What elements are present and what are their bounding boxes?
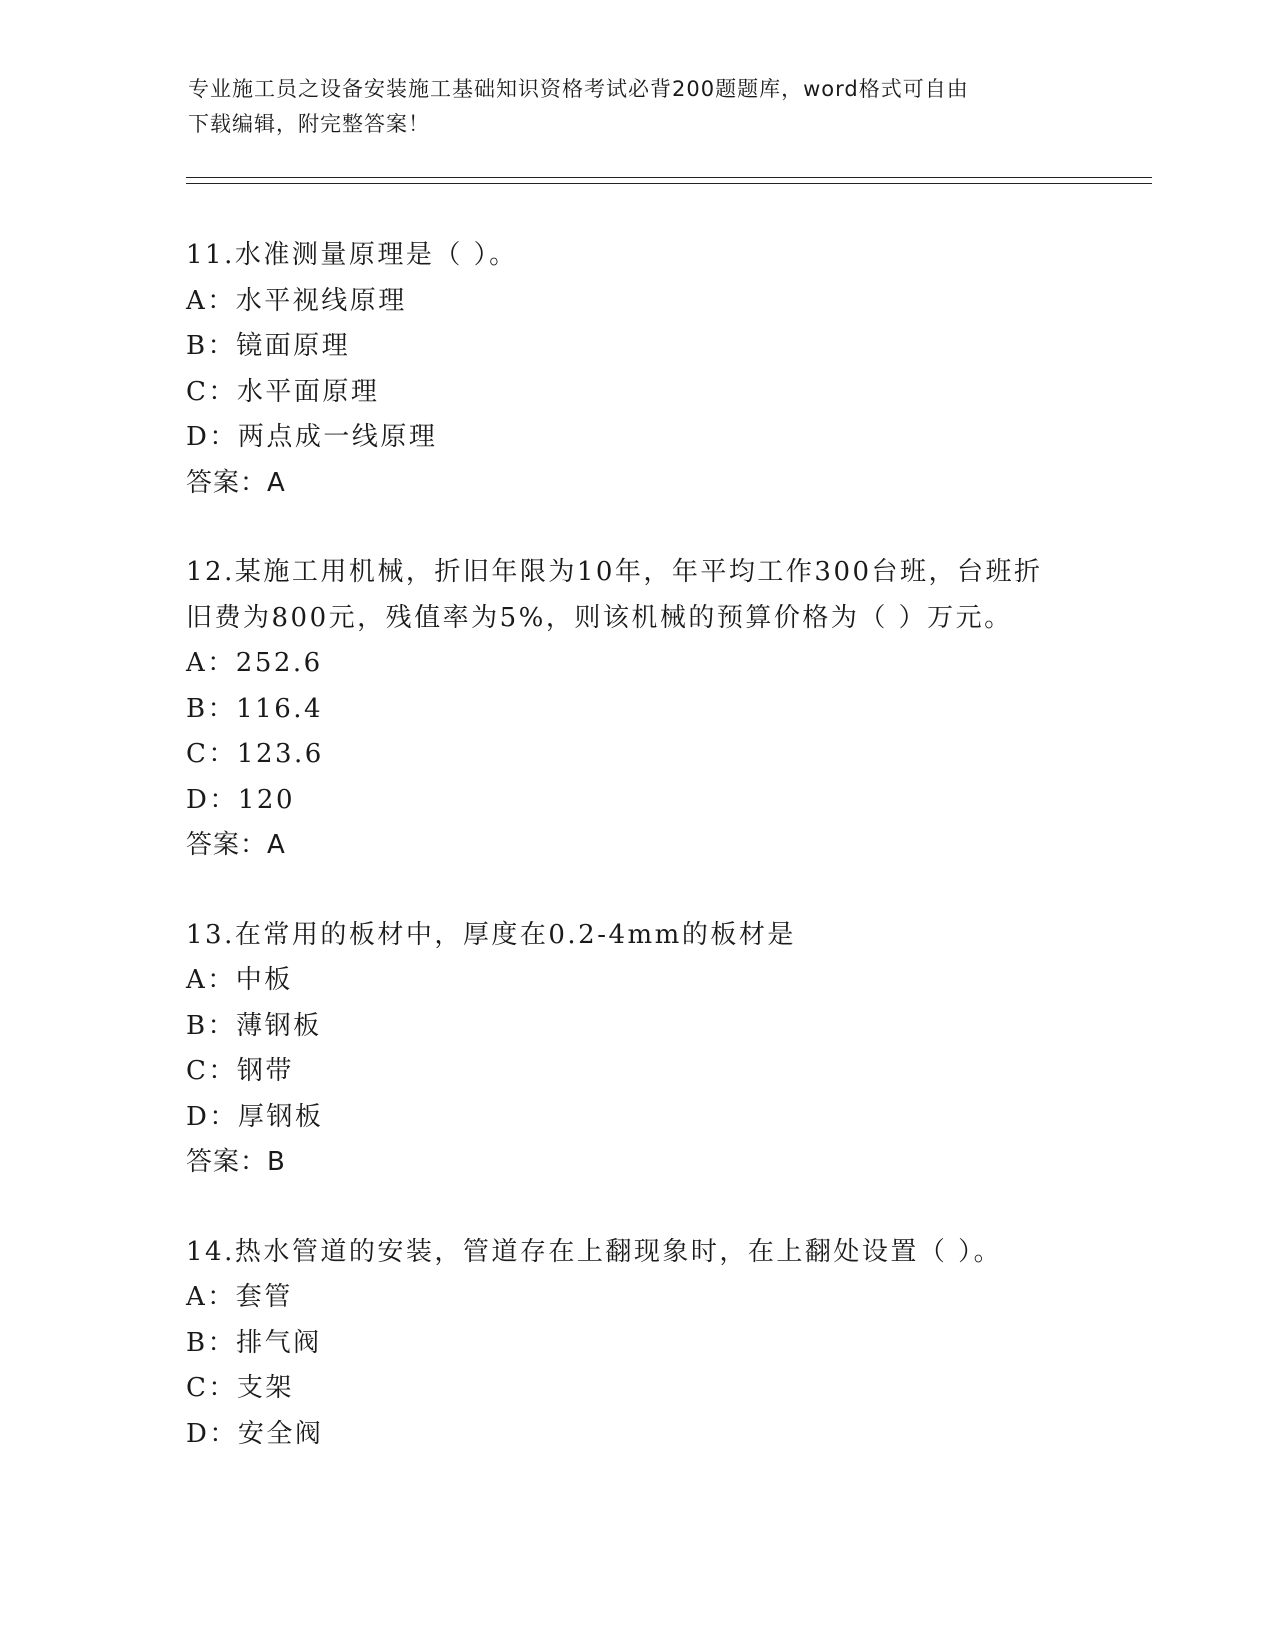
option-text: 水平视线原理 — [235, 285, 407, 316]
option-c — [186, 732, 1146, 778]
header-line-1: 专业施工员之设备安装施工基础知识资格考试必背200题题库，word格式可自由 — [188, 77, 969, 101]
option-label: A： — [186, 1282, 236, 1312]
option-text: 套管 — [235, 1282, 293, 1312]
option-text: 120 — [237, 784, 295, 815]
option-text: 钢带 — [236, 1056, 294, 1086]
option-b — [186, 687, 1146, 733]
option-b — [186, 1004, 1146, 1050]
option-c — [186, 1366, 1146, 1412]
option-label: D： — [186, 422, 238, 452]
option-b — [186, 324, 1146, 370]
option-label: A： — [186, 648, 236, 678]
header-line-2: 下载编辑，附完整答案！ — [188, 112, 430, 136]
option-label: D： — [186, 1418, 238, 1449]
question-13 — [186, 913, 1146, 1186]
option-label: B： — [186, 1010, 237, 1041]
option-d — [186, 1095, 1146, 1141]
question-text: 14.热水管道的安装，管道存在上翻现象时，在上翻处设置（ ）。 — [186, 1236, 1003, 1267]
option-label: D： — [186, 784, 238, 815]
answer-line: 答案：B — [186, 1147, 286, 1177]
option-text: 镜面原理 — [236, 331, 351, 361]
option-label: C： — [186, 1056, 237, 1086]
question-list — [186, 233, 1146, 1501]
option-c — [186, 370, 1146, 416]
option-text: 支架 — [236, 1373, 294, 1403]
option-d — [186, 1412, 1146, 1458]
option-text: 中板 — [235, 965, 293, 995]
document-header — [188, 72, 1068, 142]
question-14 — [186, 1230, 1146, 1458]
answer-line: 答案：A — [186, 467, 286, 498]
option-text: 厚钢板 — [237, 1101, 324, 1132]
option-a — [186, 641, 1146, 687]
option-c — [186, 1049, 1146, 1095]
answer-line: 答案：A — [186, 830, 286, 860]
option-text: 薄钢板 — [236, 1010, 322, 1041]
option-label: B： — [186, 331, 237, 361]
option-a — [186, 958, 1146, 1004]
header-divider-top — [186, 177, 1152, 178]
option-label: B： — [186, 1327, 237, 1358]
option-label: A： — [186, 285, 236, 316]
option-label: C： — [186, 376, 237, 407]
option-label: A： — [186, 965, 236, 995]
option-label: C： — [186, 739, 237, 769]
option-label: D： — [186, 1101, 238, 1132]
option-text: 排气阀 — [236, 1327, 322, 1358]
header-divider-bottom — [186, 183, 1152, 184]
question-text: 12.某施工用机械，折旧年限为10年，年平均工作300台班，台班折 — [186, 557, 1043, 587]
question-text-continued: 旧费为800元，残值率为5%，则该机械的预算价格为（ ）万元。 — [186, 602, 1013, 633]
option-text: 252.6 — [235, 648, 323, 678]
option-text: 123.6 — [236, 739, 324, 769]
option-text: 水平面原理 — [236, 376, 380, 407]
option-text: 安全阀 — [237, 1418, 324, 1449]
option-text: 两点成一线原理 — [237, 422, 438, 452]
question-text: 11.水准测量原理是（ ）。 — [186, 240, 518, 270]
option-b — [186, 1321, 1146, 1367]
option-a — [186, 279, 1146, 325]
option-d — [186, 415, 1146, 461]
question-12 — [186, 550, 1146, 869]
option-text: 116.4 — [236, 693, 324, 724]
question-11 — [186, 233, 1146, 506]
option-label: B： — [186, 693, 237, 724]
option-d — [186, 778, 1146, 824]
option-a — [186, 1275, 1146, 1321]
question-text: 13.在常用的板材中，厚度在0.2-4mm的板材是 — [186, 919, 796, 950]
option-label: C： — [186, 1373, 237, 1403]
